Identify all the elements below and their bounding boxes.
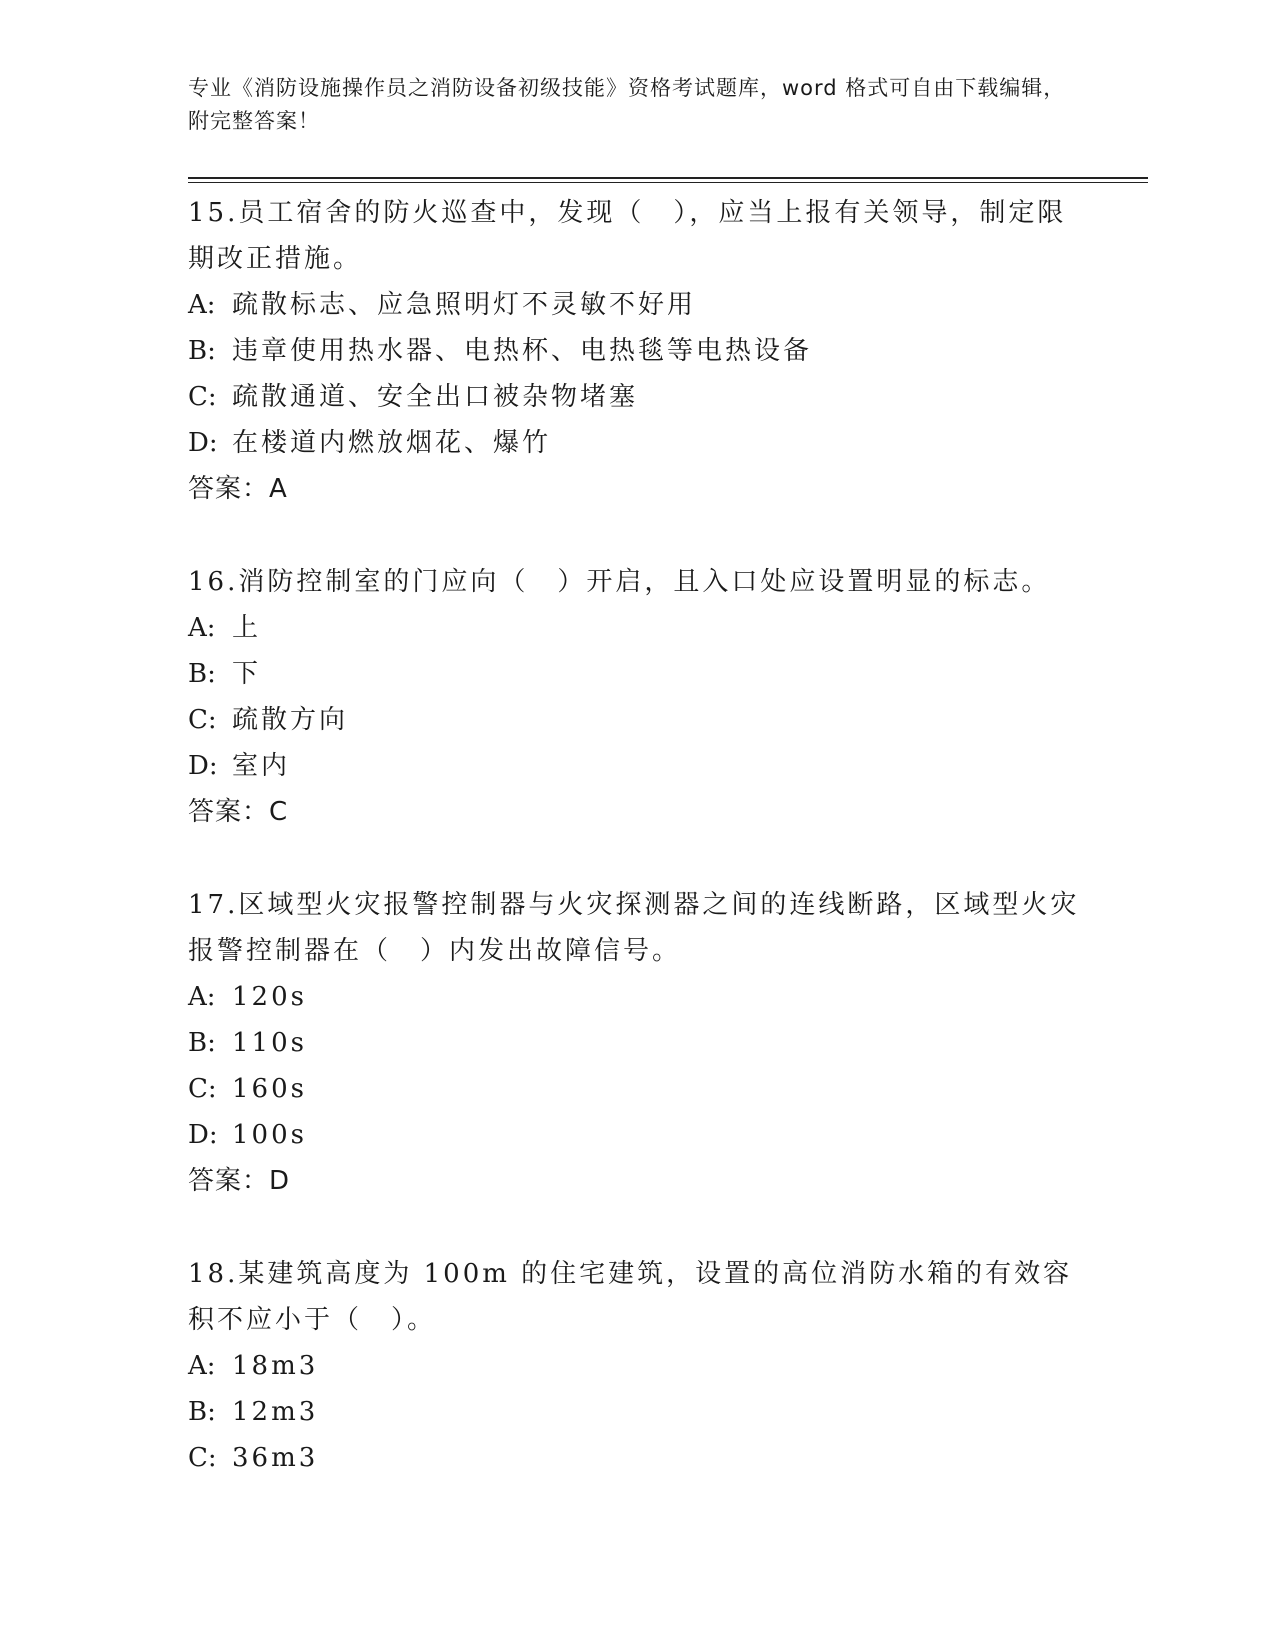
option-text: 下: [232, 659, 262, 689]
option-text: 在楼道内燃放烟花、爆竹: [232, 428, 552, 458]
option-key: C:: [188, 1443, 217, 1473]
option-d: [188, 1112, 1088, 1158]
option-text: 疏散标志、应急照明灯不灵敏不好用: [232, 290, 697, 320]
option-b: [188, 328, 1088, 374]
option-a: [188, 974, 1088, 1020]
answer-line: 答案：C: [188, 797, 289, 827]
option-a: [188, 1343, 1088, 1389]
option-c: [188, 374, 1088, 420]
option-a: [188, 605, 1088, 651]
option-text: 违章使用热水器、电热杯、电热毯等电热设备: [232, 336, 813, 366]
option-c: [188, 1066, 1088, 1112]
answer-line: 答案：A: [188, 474, 288, 504]
option-key: C:: [188, 705, 217, 735]
option-c: [188, 697, 1088, 743]
header-divider-thin: [188, 182, 1148, 183]
option-text: 12m3: [232, 1397, 319, 1427]
option-b: [188, 651, 1088, 697]
question-stem: 15.员工宿舍的防火巡查中，发现（ ），应当上报有关领导，制定限期改正措施。: [188, 198, 1067, 274]
question-stem: 16.消防控制室的门应向（ ）开启，且入口处应设置明显的标志。: [188, 567, 1051, 597]
option-key: B:: [188, 336, 216, 366]
question-16: [188, 559, 1088, 835]
option-text: 18m3: [232, 1351, 319, 1381]
question-stem: 17.区域型火灾报警控制器与火灾探测器之间的连线断路，区域型火灾报警控制器在（ ）内发出故障信号。: [188, 890, 1080, 966]
question-15: [188, 190, 1088, 512]
option-key: D:: [188, 1120, 218, 1150]
question-list: [188, 190, 1088, 1528]
option-text: 160s: [232, 1074, 307, 1104]
option-key: D:: [188, 751, 218, 781]
option-key: B:: [188, 1028, 216, 1058]
option-c: [188, 1435, 1088, 1481]
option-text: 100s: [232, 1120, 307, 1150]
option-a: [188, 282, 1088, 328]
question-17: [188, 882, 1088, 1204]
option-key: B:: [188, 659, 216, 689]
option-key: C:: [188, 382, 217, 412]
option-text: 120s: [232, 982, 307, 1012]
option-key: A:: [188, 982, 216, 1012]
option-text: 室内: [232, 751, 291, 781]
question-stem: 18.某建筑高度为 100m 的住宅建筑，设置的高位消防水箱的有效容积不应小于（ ）。: [188, 1259, 1073, 1335]
option-b: [188, 1389, 1088, 1435]
option-text: 疏散通道、安全出口被杂物堵塞: [232, 382, 639, 412]
question-18: [188, 1251, 1088, 1481]
option-text: 110s: [232, 1028, 307, 1058]
option-b: [188, 1020, 1088, 1066]
option-key: B:: [188, 1397, 216, 1427]
option-text: 36m3: [232, 1443, 319, 1473]
answer-line: 答案：D: [188, 1166, 291, 1196]
option-text: 上: [232, 613, 262, 643]
option-d: [188, 420, 1088, 466]
option-key: D:: [188, 428, 218, 458]
option-key: A:: [188, 290, 216, 320]
document-header: 专业《消防设施操作员之消防设备初级技能》资格考试题库，word 格式可自由下载编辑，附完整答案！: [188, 76, 1066, 133]
option-d: [188, 743, 1088, 789]
option-text: 疏散方向: [232, 705, 349, 735]
option-key: A:: [188, 1351, 216, 1381]
option-key: C:: [188, 1074, 217, 1104]
header-divider-thick: [188, 177, 1148, 179]
option-key: A:: [188, 613, 216, 643]
